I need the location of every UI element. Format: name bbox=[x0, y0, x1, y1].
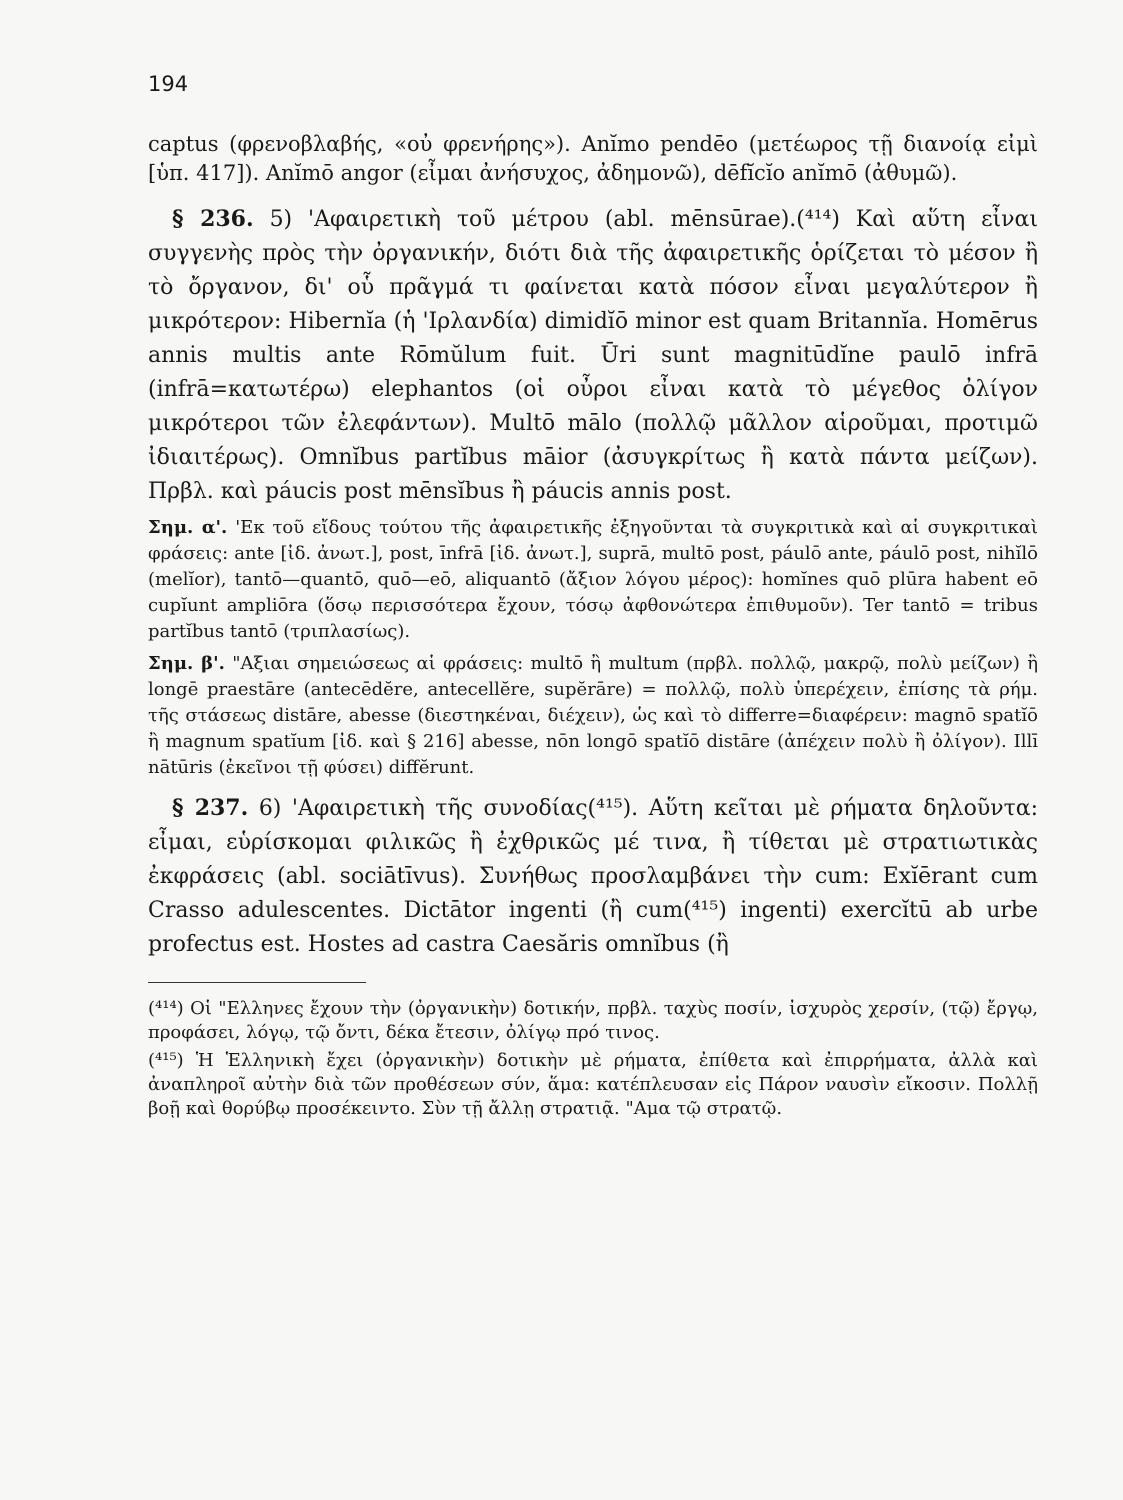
footnote-414: (⁴¹⁴) Οἱ "Ελληνες ἔχουν τὴν (ὀργανικὴν) δοτικήν, πρβλ. ταχὺς ποσίν, ἰσχυρὸς χερσίν, (τῷ) ἔργῳ, προφάσει, λόγῳ, τῷ ὄντι, δέκα ἔτεσιν, ὀλίγῳ πρό τινος. bbox=[148, 998, 1038, 1043]
page-number: 194 bbox=[148, 72, 189, 96]
footnote-415: (⁴¹⁵) Ἡ Ἑλληνικὴ ἔχει (ὀργανικὴν) δοτικὴν μὲ ρήματα, ἐπίθετα καὶ ἐπιρρήματα, ἀλλὰ καὶ ἀναπληροῖ αὐτὴν διὰ τῶν προθέσεων σύν, ἅμα: κατέπλευσαν εἰς Πάρον ναυσὶν εἴκοσιν. Πολλῇ βοῇ καὶ θορύβῳ προσέκειντο. Σὺν τῇ ἄλλῃ στρατιᾷ. "Αμα τῷ στρατῷ. bbox=[148, 1050, 1038, 1119]
note-beta-title: Σημ. β'. bbox=[148, 653, 225, 674]
note-beta bbox=[148, 651, 1038, 781]
section-236 bbox=[148, 202, 1038, 509]
note-beta-text: "Αξιαι σημειώσεως αἱ φράσεις: multō ἢ multum (πρβλ. πολλῷ, μακρῷ, πολὺ μείζων) ἢ longē praestāre (antecēdĕre, antecellĕre, supĕrāre) = πολλῷ, πολὺ ὑπερέχειν, ἐπίσης τὰ ρήμ. τῆς στάσεως distāre, abesse (διεστηκέναι, διέχειν), ὡς καὶ τὸ differre=διαφέρειν: magnō spatĭō ἢ magnum spatĭum [ἰδ. καὶ § 216] abesse, nōn longō spatĭō distāre (ἀπέχειν πολὺ ἢ ὀλίγον). Illī nātūris (ἐκεῖνοι τῇ φύσει) diffĕrunt. bbox=[148, 653, 1038, 778]
section-237 bbox=[148, 791, 1038, 962]
note-alpha-text: 'Εκ τοῦ εἴδους τούτου τῆς ἀφαιρετικῆς ἐξηγοῦνται τὰ συγκριτικὰ καὶ αἱ συγκριτικαὶ φράσεις: ante [ἰδ. ἀνωτ.], post, īnfrā [ἰδ. ἀνωτ.], suprā, multō post, páulō ante, páulō post, nihĭlō (melĭor), tantō—quantō, quō—eō, aliquantō (ἄξιον λόγου μέρος): homĭnes quō plūra habent eō cupĭunt ampliōra (ὅσῳ περισσότερα ἔχουν, τόσῳ ἀφθονώτερα ἐπιθυμοῦν). Ter tantō = tribus partĭbus tantō (τριπλασίως). bbox=[148, 517, 1038, 642]
footnote-divider bbox=[148, 982, 366, 983]
note-alpha bbox=[148, 515, 1038, 645]
section-237-number: § 237. bbox=[172, 795, 249, 821]
book-page bbox=[148, 72, 1038, 1125]
section-236-text: 5) 'Αφαιρετικὴ τοῦ μέτρου (abl. mēnsūrae).(⁴¹⁴) Καὶ αὕτη εἶναι συγγενὴς πρὸς τὴν ὀργανικήν, διότι διὰ τῆς ἀφαιρετικῆς ὁρίζεται τὸ μέσον ἢ τὸ ὄργανον, δι' οὗ πρᾶγμά τι φαίνεται κατὰ πόσον εἶναι μεγαλύτερον ἢ μικρότερον: Hibernĭa (ἡ 'Ιρλανδία) dimidĭō minor est quam Britannĭa. Homērus annis multis ante Rōmŭlum fuit. Ūri sunt magnitūdĭne paulō infrā (infrā=κατωτέρω) elephantos (οἱ οὖροι εἶναι κατὰ τὸ μέγεθος ὀλίγον μικρότεροι τῶν ἐλεφάντων). Multō mālo (πολλῷ μᾶλλον αἱροῦμαι, προτιμῶ ἰδιαιτέρως). Omnĭbus partĭbus māior (ἀσυγκρίτως ἢ κατὰ πάντα μείζων). Πρβλ. καὶ páucis post mēnsĭbus ἢ páucis annis post. bbox=[148, 207, 1038, 504]
continued-paragraph: captus (φρενοβλαβής, «οὐ φρενήρης»). Anĭmo pendēo (μετέωρος τῇ διανοίᾳ εἰμὶ [ὑπ. 417]). Anĭmō angor (εἶμαι ἀνήσυχος, ἀδημονῶ), dēfĭcĭo anĭmō (ἀθυμῶ). bbox=[148, 132, 1038, 185]
spacer bbox=[148, 781, 1038, 791]
section-237-text: 6) 'Αφαιρετικὴ τῆς συνοδίας(⁴¹⁵). Αὕτη κεῖται μὲ ρήματα δηλοῦντα: εἶμαι, εὑρίσκομαι φιλικῶς ἢ ἐχθρικῶς μέ τινα, ἢ τίθεται μὲ στρατιωτικὰς ἐκφράσεις (abl. sociātīvus). Συνήθως προσλαμβάνει τὴν cum: Exĭērant cum Crasso adulescentes. Dictātor ingenti (ἢ cum(⁴¹⁵) ingenti) exercĭtū ab urbe profectus est. Hostes ad castra Caesăris omnĭbus (ἢ bbox=[148, 796, 1039, 957]
spacer bbox=[148, 188, 1038, 202]
section-236-number: § 236. bbox=[172, 206, 254, 232]
note-alpha-title: Σημ. α'. bbox=[148, 517, 228, 538]
